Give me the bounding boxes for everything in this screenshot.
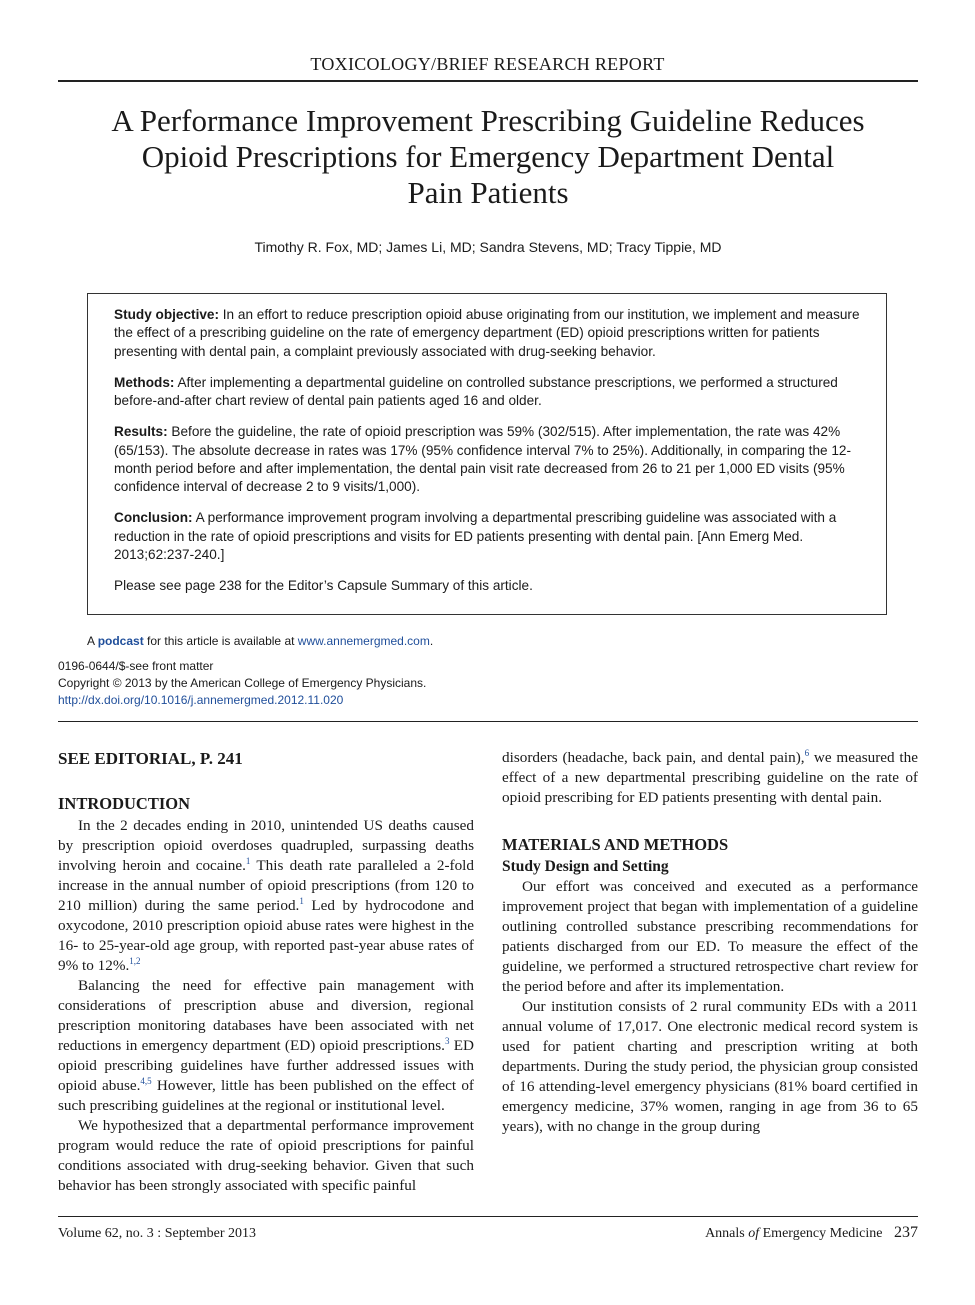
podcast-suffix: . [429, 634, 434, 648]
author-list: Timothy R. Fox, MD; James Li, MD; Sandra Stevens, MD; Tracy Tippie, MD [254, 239, 722, 255]
methods-paragraph-1: Our effort was conceived and executed as a performance improvement project that began with implementation of a guideline outlining controlled substance prescribing recommendations for patients discharged from our ED. To measure the effect of the guideline, we performed a structured retrospective chart review for the period before and after its implementation. [502, 878, 918, 995]
spacer [502, 808, 918, 835]
section-label: TOXICOLOGY/BRIEF RESEARCH REPORT [310, 54, 665, 74]
abstract-results [114, 423, 860, 497]
intro-p1-text-b: This death rate paralleled a 2-fold increase in the annual number of opioid prescriptions (from 120 to 210 million) during the same period. [58, 857, 474, 914]
objective-label: Study objective: [114, 307, 219, 322]
conclusion-label: Conclusion: [114, 510, 193, 526]
ref-link[interactable]: 1 [299, 895, 304, 906]
objective-text: In an effort to reduce prescription opioid abuse originating from our institution, we implement and measure the effect of a prescribing guideline on the rate of emergency department (ED) opioid prescriptions written for patients presenting with dental pain, a complaint previously associated with drug-seeking behavior. [114, 307, 860, 359]
podcast-prefix: A [87, 634, 95, 648]
abstract-conclusion [114, 509, 860, 564]
capsule-note: Please see page 238 for the Editor’s Capsule Summary of this article. [114, 578, 533, 594]
methods-label: Methods: [114, 374, 175, 390]
copyright-line: Copyright © 2013 by the American College of Emergency Physicians. [58, 676, 427, 690]
journal-website-link[interactable]: www.annemergmed.com [297, 634, 430, 648]
ref-link[interactable]: 1,2 [129, 955, 141, 966]
intro-p1-text-a: In the 2 decades ending in 2010, unintended US deaths caused by prescription opioid overdoses quadrupled, surpassing deaths involving heroin and cocaine. [58, 817, 474, 874]
podcast-link[interactable]: podcast [97, 634, 144, 648]
issue-info: Volume 62, no. 3 : September 2013 [58, 1226, 257, 1241]
study-design-heading: Study Design and Setting [502, 858, 669, 875]
methods-paragraph-2: Our institution consists of 2 rural community EDs with a 2011 annual volume of 17,017. One electronic medical record system is used for patient charting and prescription writing at both departments. During the study period, the physician group consisted of 16 attending-level emergency physicians (81% board certified in emergency medicine, 37% women, ranging in age from 36 to 65 years), with no change in the group during [502, 998, 918, 1135]
doi-link[interactable]: http://dx.doi.org/10.1016/j.annemergmed.2012.11.020 [58, 693, 344, 707]
title-line-3: Pain Patients [407, 175, 569, 210]
abstract-objective [114, 306, 860, 361]
abstract-box [87, 293, 887, 615]
intro-paragraph-1 [58, 816, 474, 976]
conclusion-text: A performance improvement program involving a departmental prescribing guideline was associated with a reduction in the rate of opioid prescriptions and visits for ED patients presenting with dental pain. [Ann Emerg Med. 2013;62:237-240.] [114, 510, 837, 563]
left-column [58, 748, 474, 1196]
methods-heading: MATERIALS AND METHODS [502, 835, 729, 854]
right-column-flow [502, 748, 918, 808]
title-line-2: Opioid Prescriptions for Emergency Department Dental [141, 139, 835, 174]
results-text: Before the guideline, the rate of opioid prescription was 59% (302/515). After implementation, the rate was 42% (65/153). The absolute decrease in rates was 17% (95% confidence interval 7% to 25%). Additionally, in comparing the 12-month period before and after implementation, the dental pain visit rate decreased from 26 to 21 per 1,000 ED visits (95% confidence interval of decrease 2 to 9 visits/1,000). [114, 424, 852, 495]
journal-name-a: Annals [705, 1226, 745, 1241]
intro-p2-text-a: Balancing the need for effective pain management with considerations of prescription abuse and diversion, regional prescription monitoring databases have been associated with net reductions in emergency department (ED) opioid prescriptions. [58, 977, 474, 1054]
issn-line: 0196-0644/$-see front matter [58, 659, 214, 673]
journal-footer [705, 1224, 918, 1242]
footer-rule [58, 1216, 918, 1217]
header-rule [58, 80, 918, 82]
ref-link[interactable]: 4,5 [140, 1075, 152, 1086]
abstract-methods [114, 374, 860, 411]
intro-paragraph-2 [58, 976, 474, 1116]
front-matter [58, 658, 426, 709]
right-column [502, 748, 918, 1137]
title-line-1: A Performance Improvement Prescribing Guideline Reduces [111, 103, 865, 138]
journal-name-of: of [748, 1226, 760, 1241]
podcast-middle: for this article is available at [147, 634, 295, 648]
section-divider [58, 721, 918, 722]
journal-name-b: Emergency Medicine [762, 1226, 883, 1241]
introduction-heading: INTRODUCTION [58, 794, 191, 813]
results-label: Results: [114, 424, 168, 440]
podcast-note [87, 634, 433, 648]
page-number: 237 [894, 1224, 918, 1241]
see-editorial-link[interactable]: SEE EDITORIAL, P. 241 [58, 749, 243, 768]
methods-text: After implementing a departmental guideline on controlled substance prescriptions, we performed a structured before-and-after chart review of dental pain patients aged 16 and older. [114, 374, 838, 409]
ref-link[interactable]: 1 [245, 855, 251, 866]
ref-link[interactable]: 6 [804, 747, 810, 758]
intro-p2-text-c: However, little has been published on the effect of such prescribing guidelines at the regional or institutional level. [58, 1077, 474, 1114]
intro-paragraph-3: We hypothesized that a departmental performance improvement program would reduce the rate of opioid prescriptions for painful conditions associated with drug-seeking behavior. Given that such behavior has been strongly associated with specific painful [58, 1117, 474, 1194]
intro-p2-text-b: ED opioid prescribing guidelines have further addressed issues with opioid abuse. [58, 1037, 474, 1094]
ref-link[interactable]: 3 [444, 1035, 450, 1046]
intro-paragraph-3-continued: disorders (headache, back pain, and dental pain),$^6$ we measured the effect of a new departmental prescribing guideline on the rate of opioid prescribing for ED patients presenting with dental pain. [502, 747, 918, 806]
article-title [58, 103, 918, 211]
intro-p1-text-c: Led by hydrocodone and oxycodone, 2010 prescription opioid abuse rates were highest in the 16- to 25-year-old age group, with reported past-year abuse rates of 9% to 12%. [58, 897, 474, 974]
